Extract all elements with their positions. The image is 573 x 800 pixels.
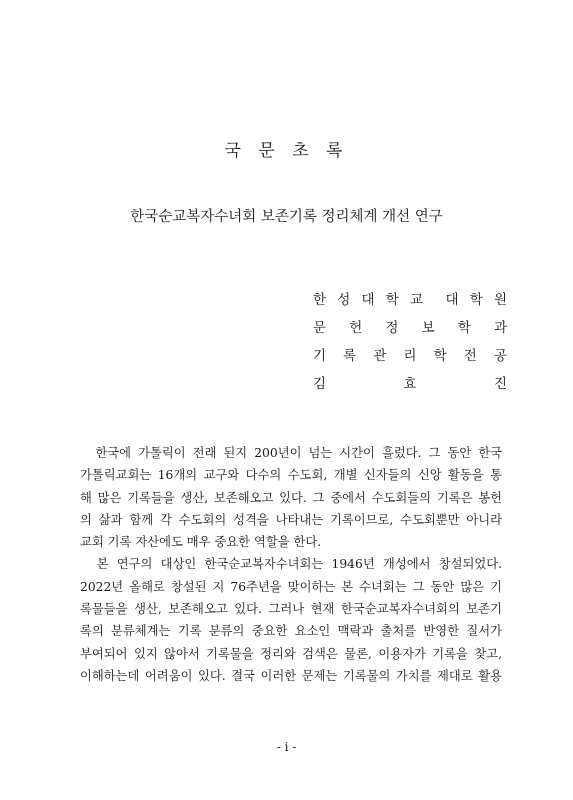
author-char: 록: [343, 348, 357, 364]
document-title: 한국순교복자수녀회 보존기록 정리체계 개선 연구: [130, 209, 443, 225]
author-char: 리: [403, 348, 417, 364]
author-char: 과: [493, 320, 507, 336]
author-char: 학: [385, 292, 399, 308]
author-char: 학: [433, 348, 447, 364]
page-number: - i -: [276, 740, 297, 754]
abstract-line: 가톨릭교회는 16개의 교구와 다수의 수도회, 개별 신자들의 신앙 활동을 통: [80, 468, 502, 483]
author-char: 헌: [349, 320, 363, 336]
author-char: 진: [493, 376, 507, 392]
abstract-line: 교회 기록 자산에도 매우 중요한 역할을 한다.: [80, 535, 322, 550]
author-name: [313, 374, 507, 402]
author-char: 학: [469, 292, 483, 308]
author-char: 대: [445, 292, 459, 308]
author-char: 한: [313, 292, 327, 308]
author-char: 기: [313, 348, 327, 364]
author-block: [313, 290, 507, 402]
author-char: 원: [493, 292, 507, 308]
abstract-line: 해 많은 기록들을 생산, 보존해오고 있다. 그 중에서 수도회들의 기록은 봉헌: [80, 490, 502, 505]
author-char: 성: [337, 292, 351, 308]
abstract-line: 부여되어 있지 않아서 기록물을 정리와 검색은 물론, 이용자가 기록을 찾고,: [80, 646, 502, 661]
author-char: 효: [403, 376, 417, 392]
abstract-line: 록의 분류체계는 기록 분류의 중요한 요소인 맥락과 출처를 반영한 질서가: [80, 624, 502, 639]
author-department: [313, 318, 507, 346]
abstract-line: 2022년 올해로 창설된 지 76주년을 맞이하는 본 수녀회는 그 동안 많은 기: [80, 579, 502, 594]
author-char: 문: [313, 320, 327, 336]
abstract-line: 한국에 가톨릭이 전래 된지 200년이 넘는 시간이 흘렀다. 그 동안 한국: [80, 446, 502, 460]
author-char: 공: [493, 348, 507, 364]
author-char: 보: [421, 320, 435, 336]
abstract-line: 의 삶과 함께 각 수도회의 성격을 나타내는 기록이므로, 수도회뿐만 아니라: [80, 512, 502, 527]
author-char: 대: [361, 292, 375, 308]
author-char: 학: [457, 320, 471, 336]
author-char: 정: [385, 320, 399, 336]
abstract-body: [80, 442, 502, 687]
author-char: 전: [463, 348, 477, 364]
author-char: 교: [410, 292, 424, 308]
author-major: [313, 346, 507, 374]
author-char: 관: [373, 348, 387, 364]
author-char: 김: [313, 376, 327, 392]
author-university: [313, 290, 507, 318]
page-title: 국 문 초 록: [224, 141, 349, 161]
abstract-line: 록물들을 생산, 보존해오고 있다. 그러나 현재 한국순교복자수녀회의 보존기: [80, 602, 502, 617]
abstract-line: 본 연구의 대상인 한국순교복자수녀회는 1946년 개성에서 창설되었다.: [80, 557, 502, 572]
abstract-line: 이해하는데 어려움이 있다. 결국 이러한 문제는 기록물의 가치를 제대로 활용: [80, 668, 502, 683]
